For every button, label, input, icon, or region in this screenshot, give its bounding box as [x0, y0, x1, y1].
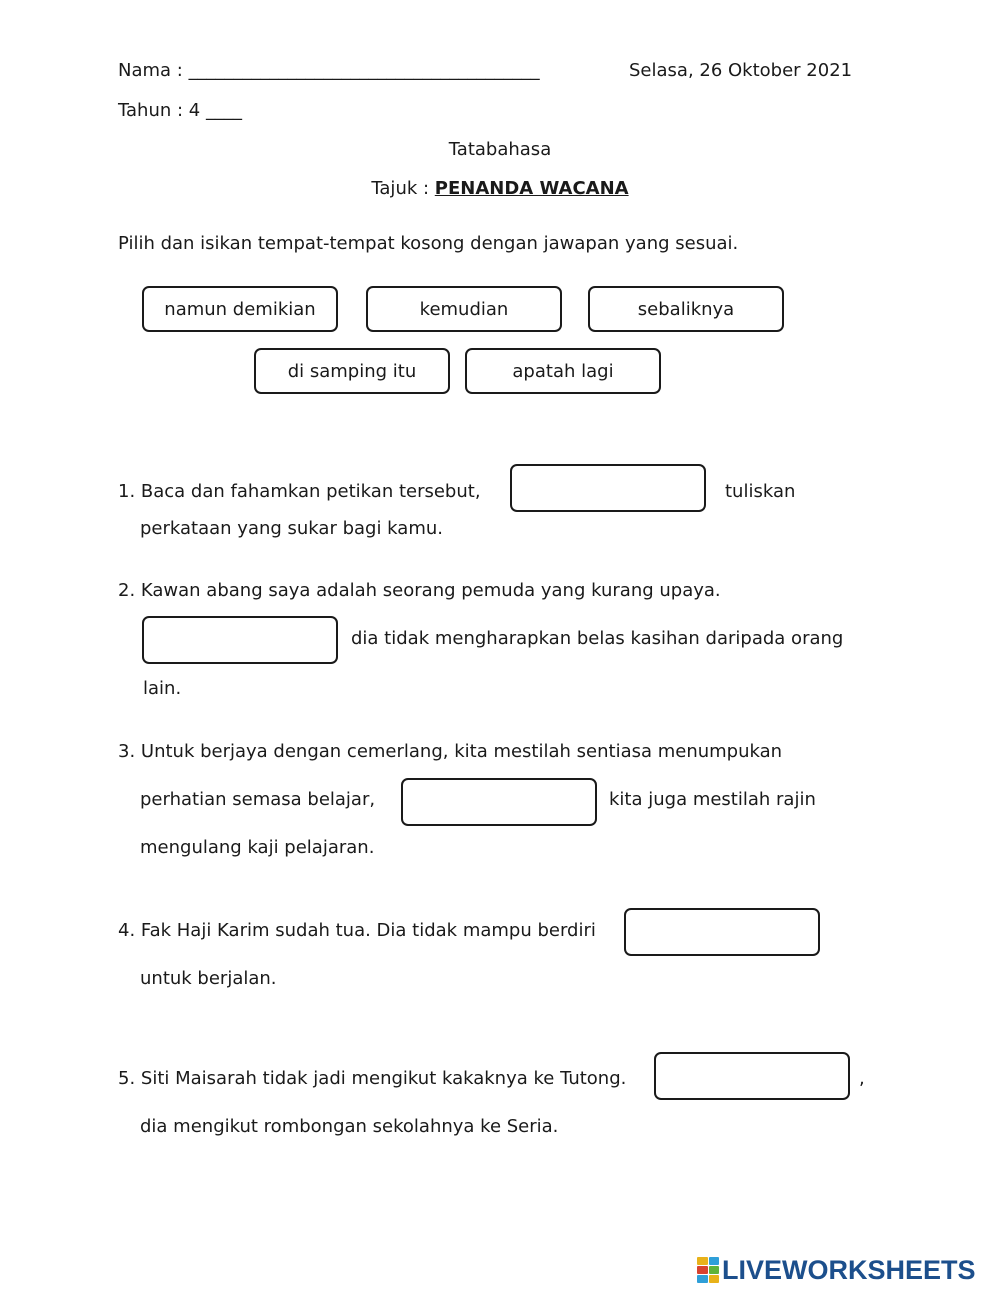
q4-answer-box[interactable]: [624, 908, 820, 956]
subject-title: Tatabahasa: [448, 139, 552, 160]
word-bank-item[interactable]: apatah lagi: [465, 348, 661, 394]
word-bank-item[interactable]: namun demikian: [142, 286, 338, 332]
topic-prefix: Tajuk :: [371, 178, 435, 199]
q3-answer-box[interactable]: [401, 778, 597, 826]
q1-answer-box[interactable]: [510, 464, 706, 512]
q4-line2: untuk berjalan.: [140, 968, 277, 989]
q3-line3: mengulang kaji pelajaran.: [140, 837, 375, 858]
date-label: Selasa, 26 Oktober 2021: [629, 60, 853, 81]
q5-line2: dia mengikut rombongan sekolahnya ke Seria.: [140, 1116, 559, 1137]
q4-line1-before: 4. Fak Haji Karim sudah tua. Dia tidak mampu berdiri: [118, 920, 596, 941]
q1-line1-after: tuliskan: [725, 481, 796, 502]
word-bank-item[interactable]: sebaliknya: [588, 286, 784, 332]
q1-line2: perkataan yang sukar bagi kamu.: [140, 518, 443, 539]
liveworksheets-logo-icon: [697, 1257, 719, 1283]
q2-answer-box[interactable]: [142, 616, 338, 664]
q2-line1: 2. Kawan abang saya adalah seorang pemuda yang kurang upaya.: [118, 580, 721, 601]
liveworksheets-logo-text: LIVEWORKSHEETS: [722, 1255, 976, 1285]
instruction-text: Pilih dan isikan tempat-tempat kosong dengan jawapan yang sesuai.: [118, 233, 739, 254]
q5-line1-after: ,: [859, 1068, 865, 1089]
word-bank-item[interactable]: kemudian: [366, 286, 562, 332]
word-bank-item[interactable]: di samping itu: [254, 348, 450, 394]
topic-title: PENANDA WACANA: [434, 178, 629, 199]
topic-line: [0, 178, 1000, 200]
q3-line2-after: kita juga mestilah rajin: [609, 789, 816, 810]
liveworksheets-logo: [697, 1255, 976, 1285]
q5-line1-before: 5. Siti Maisarah tidak jadi mengikut kakaknya ke Tutong.: [118, 1068, 627, 1089]
q1-line1-before: 1. Baca dan fahamkan petikan tersebut,: [118, 481, 481, 502]
year-label: Tahun : 4 ____: [118, 100, 242, 121]
q3-line1: 3. Untuk berjaya dengan cemerlang, kita mestilah sentiasa menumpukan: [118, 741, 783, 762]
name-label: Nama : _______________________________________: [118, 60, 540, 81]
q3-line2-before: perhatian semasa belajar,: [140, 789, 376, 810]
q2-line2-after: dia tidak mengharapkan belas kasihan daripada orang: [351, 628, 844, 649]
q5-answer-box[interactable]: [654, 1052, 850, 1100]
q2-line3: lain.: [143, 678, 182, 699]
